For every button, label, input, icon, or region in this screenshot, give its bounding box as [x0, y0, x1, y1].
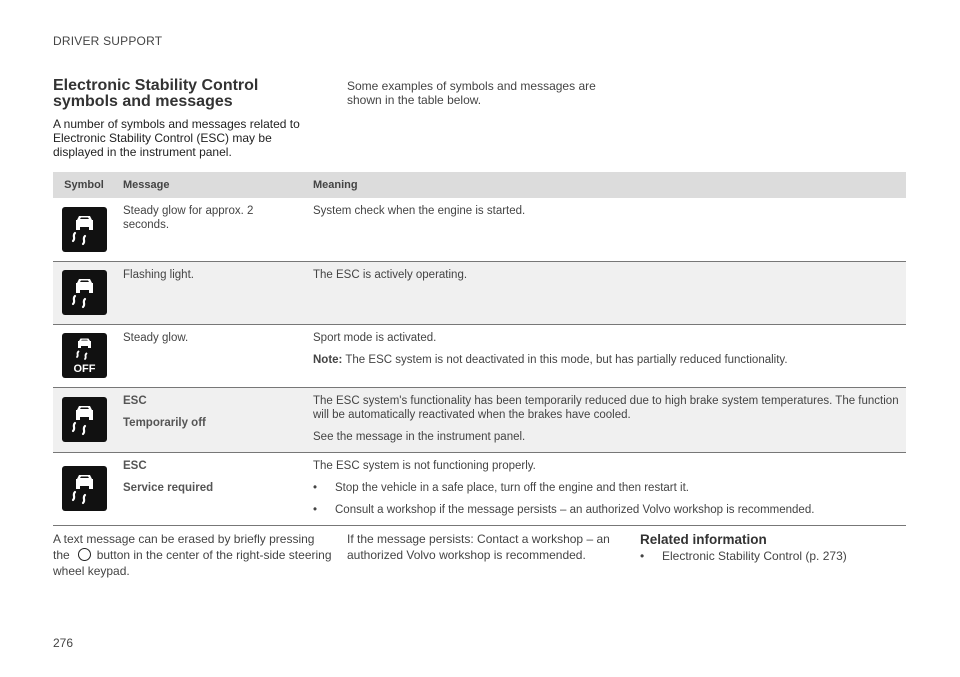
- symbols-table: [53, 172, 906, 526]
- meaning-cell: The ESC system is not functioning properly. • Stop the vehicle in a safe place, turn off the engine and then restart it. • Consult a workshop if the message persists – an authorized Volvo workshop is recommended.: [305, 452, 906, 525]
- message-subtitle: Temporarily off: [123, 416, 206, 429]
- message-subtitle: Service required: [123, 481, 214, 494]
- note-label: Note:: [313, 353, 343, 366]
- table-row: [53, 198, 906, 261]
- related-link[interactable]: • Electronic Stability Control (p. 273): [640, 549, 900, 563]
- symbol-cell: [53, 261, 115, 324]
- action-list: [313, 481, 900, 517]
- erase-message-paragraph: [53, 532, 333, 579]
- symbol-cell: [53, 387, 115, 452]
- table-header-row: [53, 172, 906, 198]
- persist-paragraph: If the message persists: Contact a workshop – an authorized Volvo workshop is recommended.: [347, 532, 610, 562]
- message-title: ESC: [123, 394, 147, 407]
- message-cell: [115, 452, 305, 525]
- related-information-list: [640, 549, 900, 571]
- message-cell: Steady glow for approx. 2 seconds.: [123, 205, 254, 231]
- related-information-title: Related information: [640, 532, 767, 547]
- meaning-cell: The ESC is actively operating.: [313, 268, 468, 281]
- meaning-cell: Sport mode is activated. Note: The ESC system is not deactivated in this mode, but has partially reduced functionality.: [313, 331, 788, 366]
- message-title: ESC: [123, 459, 147, 472]
- message-cell: [115, 387, 305, 452]
- off-label: OFF: [73, 363, 95, 375]
- meaning-cell: The ESC system's functionality has been temporarily reduced due to high brake system temperatures. The function will be automatically reactivated when the brakes have cooled. See the message in the instrument panel.: [313, 394, 899, 443]
- erase-text-part2: button in the center of the right-side steering wheel keypad.: [53, 547, 332, 578]
- esc-skid-icon: [62, 397, 107, 442]
- message-cell: Flashing light.: [123, 268, 194, 281]
- symbol-cell: [53, 198, 115, 261]
- page-title: Electronic Stability Control symbols and messages: [53, 77, 259, 110]
- esc-off-icon: [62, 333, 107, 378]
- keypad-button-icon: [78, 548, 91, 561]
- header-symbol: Symbol: [53, 172, 115, 198]
- esc-skid-icon: [62, 207, 107, 252]
- list-item: • Consult a workshop if the message persists – an authorized Volvo workshop is recommended.: [313, 503, 900, 517]
- symbol-cell: [53, 452, 115, 525]
- intro-paragraph-2: Some examples of symbols and messages are shown in the table below.: [347, 79, 596, 107]
- erase-text-part1: A text message can be erased by briefly pressing the: [53, 532, 315, 562]
- section-header: DRIVER SUPPORT: [53, 34, 163, 48]
- meaning-cell: System check when the engine is started.: [313, 205, 526, 217]
- table-row: [53, 261, 906, 324]
- intro-paragraph: A number of symbols and messages related to Electronic Stability Control (ESC) may be displayed in the instrument panel.: [53, 117, 300, 159]
- symbol-cell: [53, 324, 115, 387]
- list-item: • Stop the vehicle in a safe place, turn off the engine and then restart it.: [313, 481, 900, 495]
- header-meaning: Meaning: [305, 172, 906, 198]
- table-row: [53, 452, 906, 525]
- message-cell: Steady glow.: [123, 331, 189, 344]
- page-number: 276: [53, 636, 74, 650]
- esc-skid-icon: [62, 466, 107, 511]
- esc-skid-icon: [62, 270, 107, 315]
- table-row: [53, 324, 906, 387]
- table-row: [53, 387, 906, 452]
- header-message: Message: [115, 172, 305, 198]
- note-text: The ESC system is not deactivated in this mode, but has partially reduced functionality.: [345, 353, 788, 366]
